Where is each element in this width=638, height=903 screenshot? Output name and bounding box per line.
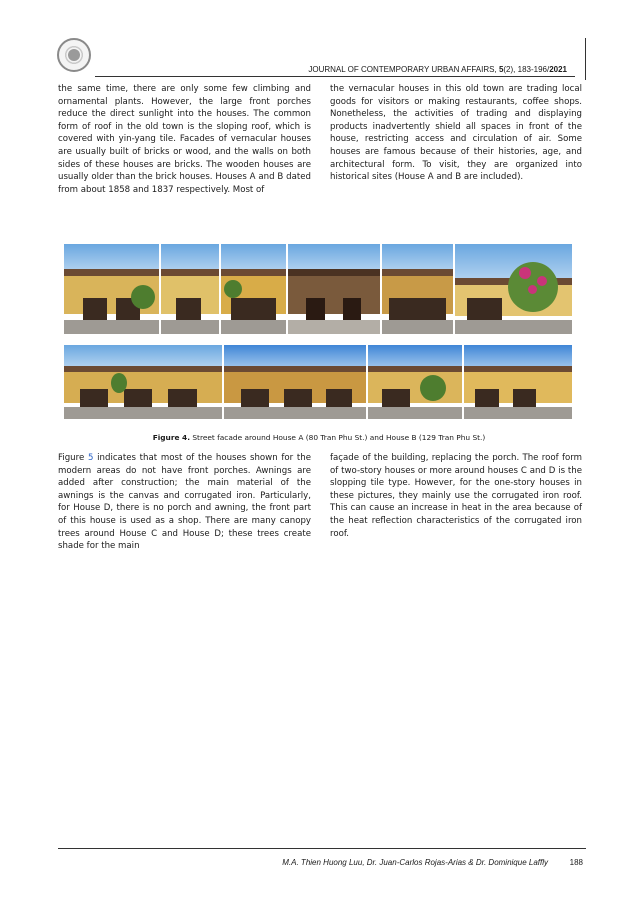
photo-house-b-left [64,345,222,419]
figure-caption-text: Street facade around House A (80 Tran Phu St.) and House B (129 Tran Phu St.) [190,433,486,442]
photo-house-end [464,345,572,419]
header-vertical-rule [585,38,586,80]
journal-logo-seal [57,38,91,72]
paragraph-bottom-right: façade of the building, replacing the porch. The roof form of two-story houses or more around houses C and D is the slopping tile type. However, for the one-story houses in these pictures, they mainly use the corrugated iron roof. This can cause an increase in heat in the area because of the heat reflection characteristics of the corrugated iron roof. [330,453,582,539]
column-top-left [58,83,311,196]
photo-row-bottom [64,345,572,419]
paragraph-top-left: the same time, there are only some few climbing and ornamental plants. However, the large front porches reduce the direct sunlight into the houses. The common form of roof in the old town is the sloping roof, which is covered with yin-yang tile. Facades of vernacular houses are usually built of bricks or wood, and the walls on both sides of these houses are bricks. The wooden houses are usually older than the brick houses. Houses A and B dated from about 1858 and 1837 respectively. Most of [58,84,311,195]
photo-house-a [288,244,379,334]
header-year: 2021 [549,65,567,74]
figure-4-caption [0,433,638,442]
paragraph-top-right: the vernacular houses in this old town are trading local goods for visitors or making restaurants, coffee shops. Nonetheless, the activities of trading and displaying products inadvertently shield all spaces in front of the house, restricting access and circulation of air. Some houses are famous because of their histories, age, and architectural form. To visit, they are organized into historical sites (House A and B are included). [330,84,582,183]
photo-house-2 [161,244,219,334]
paragraph-bottom-left [58,452,311,553]
column-bottom-right [330,452,582,540]
photo-row-top [64,244,572,334]
header-volume: 5 [498,65,504,74]
figure-5-link[interactable]: 5 [87,453,94,463]
figure-4-photos [64,244,572,420]
photo-house-6 [455,244,572,334]
footer-authors: M.A. Thien Huong Luu, Dr. Juan-Carlos Rojas-Arias & Dr. Dominique Laffly [282,858,548,867]
header-journal: JOURNAL OF CONTEMPORARY URBAN AFFAIRS, [308,65,497,74]
page-number: 188 [569,858,583,867]
figure-label: Figure 4. [152,433,191,442]
column-top-right [330,83,582,184]
paragraph-bottom-left-prefix: Figure [58,453,88,463]
header-issue: (2), 183-196/ [503,65,550,74]
paragraph-bottom-left-rest: indicates that most of the houses shown for the modern areas do not have front porches. Awnings are added after construction; the main material of the awnings is the canvas and corrugated iron. Particularly, for House D, there is no porch and awning, the front part of this house is used as a shop. There are many canopy trees around House C and House D; these trees create shade for the main [58,453,311,552]
header-rule [95,76,575,77]
photo-house-1 [64,244,159,334]
running-header [308,65,567,74]
footer-rule [58,848,586,849]
photo-house-3 [221,244,286,334]
photo-house-b [224,345,366,419]
photo-house-5 [382,244,453,334]
column-bottom-left [58,452,311,553]
photo-house-b-right [368,345,462,419]
